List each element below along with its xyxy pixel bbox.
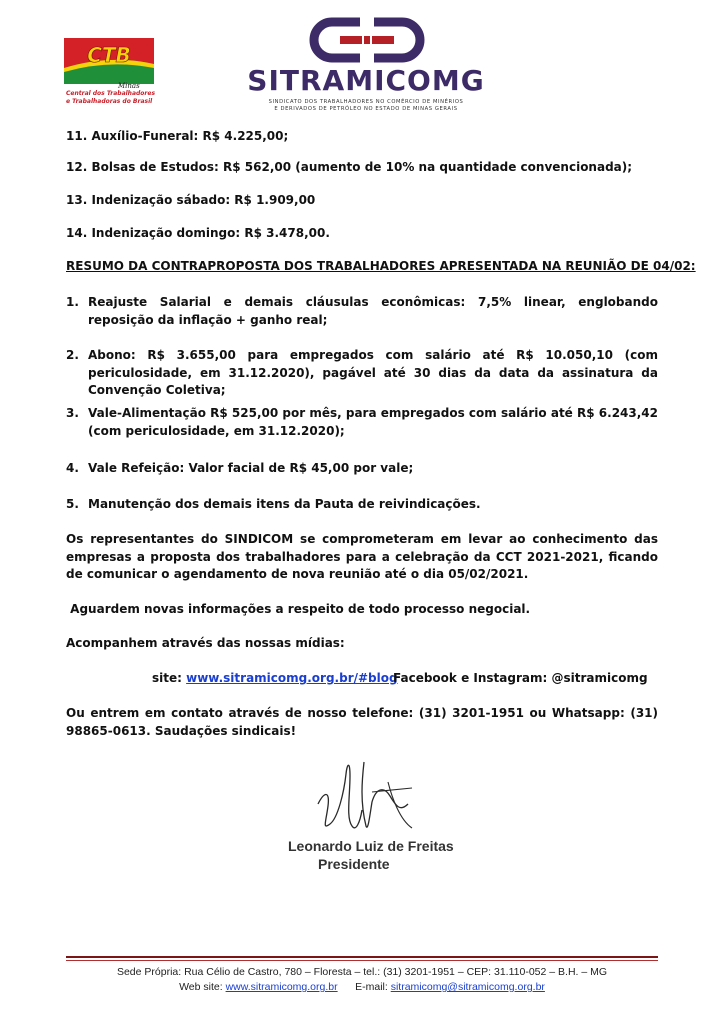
list-item-number: 4. bbox=[66, 461, 79, 475]
paragraph-contato: Ou entrem em contato através de nosso telefone: (31) 3201-1951 ou Whatsapp: (31) 98865-0613. Saudações sindicais! bbox=[66, 706, 658, 738]
paragraph-acompanhem: Acompanhem através das nossas mídias: bbox=[66, 636, 345, 650]
footer-contacts bbox=[66, 981, 658, 993]
sitramicomg-subtitle-line1: SINDICATO DOS TRABALHADORES NO COMÉRCIO DE MINÉRIOS bbox=[268, 99, 464, 105]
sitramicomg-emblem-icon bbox=[304, 16, 430, 64]
signatory-role: Presidente bbox=[318, 856, 390, 872]
footer-email-label: E-mail: bbox=[355, 981, 391, 993]
media-site-line bbox=[152, 670, 398, 688]
item-text: Bolsas de Estudos: R$ 562,00 (aumento de 10% na quantidade convencionada); bbox=[91, 160, 633, 174]
item-text: Auxílio-Funeral: R$ 4.225,00; bbox=[91, 129, 289, 143]
resumo-heading: RESUMO DA CONTRAPROPOSTA DOS TRABALHADORES APRESENTADA NA REUNIÃO DE 04/02: bbox=[66, 259, 696, 273]
ctb-flag-graphic bbox=[64, 38, 154, 84]
ctb-fullname-line2: e Trabalhadoras do Brasil bbox=[66, 98, 153, 105]
ctb-logo-text: CTB bbox=[87, 43, 131, 67]
item-14 bbox=[66, 225, 330, 243]
footer-divider bbox=[66, 956, 658, 958]
list-item-text: Vale Refeição: Valor facial de R$ 45,00 por vale; bbox=[88, 461, 414, 475]
list-item-number: 1. bbox=[66, 295, 79, 309]
footer-email-link[interactable]: sitramicomg@sitramicomg.org.br bbox=[390, 981, 545, 993]
item-number: 14. bbox=[66, 226, 88, 240]
list-item-number: 3. bbox=[66, 406, 79, 420]
item-12 bbox=[66, 159, 632, 177]
list-item-text: Abono: R$ 3.655,00 para empregados com salário até R$ 10.050,10 (com periculosidade, em 31.12.2020), pagável até 30 dias da data da assinatura da Convenção Coletiva; bbox=[88, 348, 658, 397]
item-13 bbox=[66, 192, 315, 210]
site-link[interactable]: www.sitramicomg.org.br/#blog bbox=[186, 671, 398, 685]
signatory-name: Leonardo Luiz de Freitas bbox=[288, 838, 454, 854]
ctb-region-label: Minas bbox=[118, 82, 140, 90]
list-item-text: Manutenção dos demais itens da Pauta de reivindicações. bbox=[88, 497, 481, 511]
list-item-text: Reajuste Salarial e demais cláusulas econômicas: 7,5% linear, englobando reposição da inflação + ganho real; bbox=[88, 295, 658, 327]
footer-website-link[interactable]: www.sitramicomg.org.br bbox=[225, 981, 338, 993]
site-label: site: bbox=[152, 671, 187, 685]
sitramicomg-logo bbox=[246, 14, 486, 114]
paragraph-representantes: Os representantes do SINDICOM se comprometeram em levar ao conhecimento das empresas a proposta dos trabalhadores para a celebração da CCT 2021-2021, ficando de comunicar o agendamento de nova reunião até o dia 05/02/2021. bbox=[66, 532, 658, 581]
item-text: Indenização domingo: R$ 3.478,00. bbox=[91, 226, 330, 240]
list-item-text: Vale-Alimentação R$ 525,00 por mês, para empregados com salário até R$ 6.243,42 (com periculosidade, em 31.12.2020); bbox=[88, 406, 658, 438]
sitramicomg-wordmark: SITRAMICOMG bbox=[247, 64, 485, 97]
footer-address: Sede Própria: Rua Célio de Castro, 780 – Floresta – tel.: (31) 3201-1951 – CEP: 31.110-052 – B.H. – MG bbox=[116, 966, 608, 978]
item-text: Indenização sábado: R$ 1.909,00 bbox=[91, 193, 316, 207]
sitramicomg-subtitle-line2: E DERIVADOS DE PETRÓLEO NO ESTADO DE MINAS GERAIS bbox=[274, 106, 458, 112]
item-number: 12. bbox=[66, 160, 88, 174]
list-item-number: 2. bbox=[66, 348, 79, 362]
social-media-handle: Facebook e Instagram: @sitramicomg bbox=[393, 671, 648, 685]
ctb-logo bbox=[64, 38, 156, 110]
handwritten-signature bbox=[300, 752, 440, 842]
footer-website-label: Web site: bbox=[179, 981, 226, 993]
ctb-fullname-line1: Central dos Trabalhadores bbox=[66, 90, 156, 97]
footer-divider-thin bbox=[66, 960, 658, 961]
list-item-number: 5. bbox=[66, 497, 79, 511]
paragraph-aguardem: Aguardem novas informações a respeito de todo processo negocial. bbox=[66, 602, 531, 616]
item-11 bbox=[66, 128, 288, 146]
item-number: 13. bbox=[66, 193, 88, 207]
item-number: 11. bbox=[66, 129, 88, 143]
